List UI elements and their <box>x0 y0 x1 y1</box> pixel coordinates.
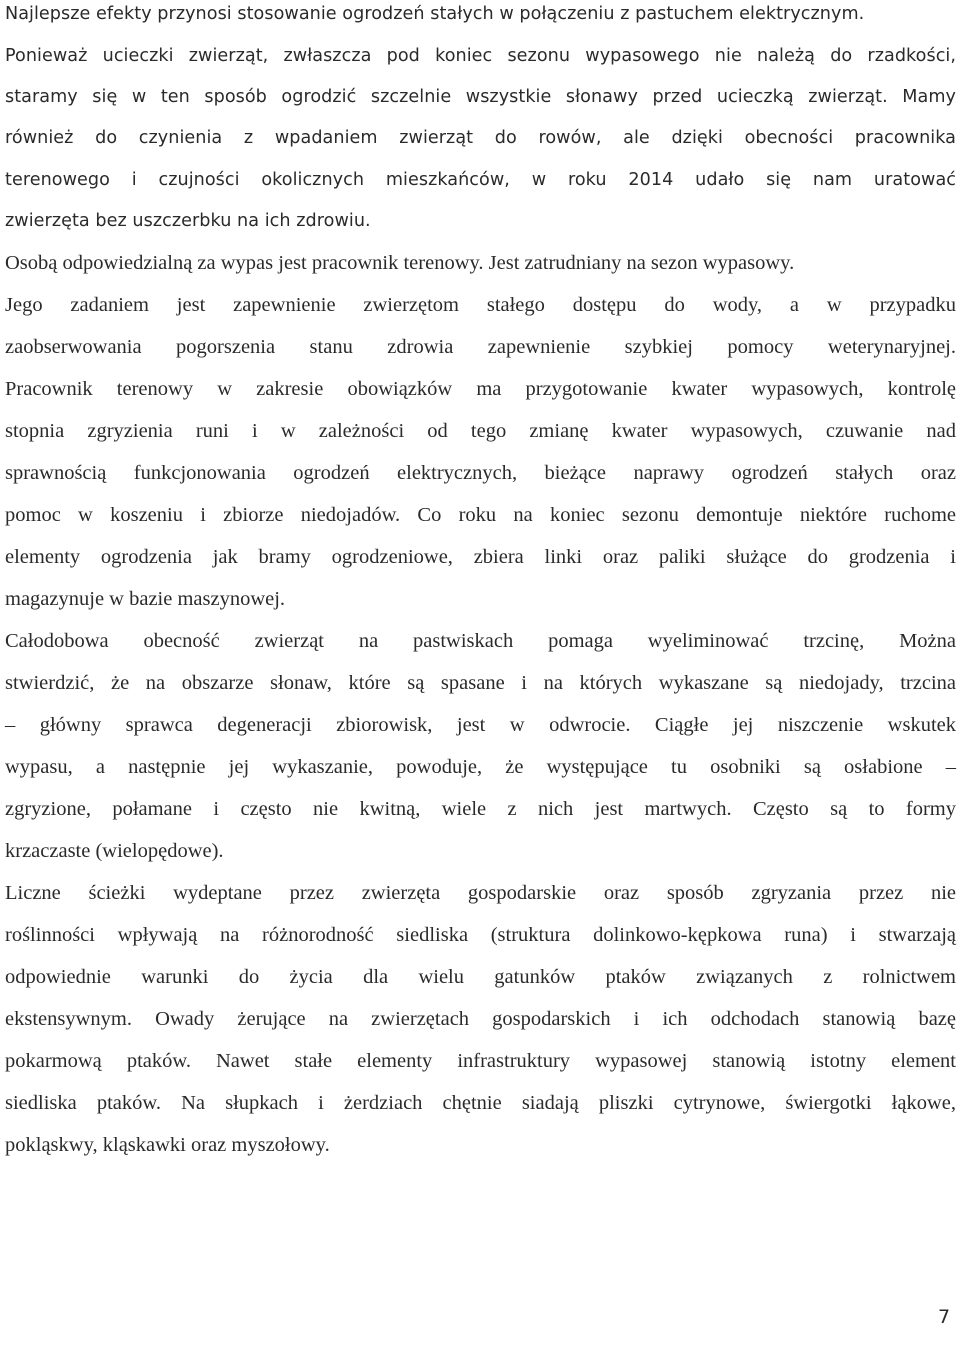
text-line: Ponieważ ucieczki zwierząt, zwłaszcza pod koniec sezonu wypasowego nie należą do rzadkości, <box>5 46 956 66</box>
text-line: Pracownik terenowy w zakresie obowiązków ma przygotowanie kwater wypasowych, kontrolę <box>5 378 956 400</box>
text-line: zaobserwowania pogorszenia stanu zdrowia zapewnienie szybkiej pomocy weterynaryjnej. <box>5 336 956 358</box>
text-line: również do czynienia z wpadaniem zwierząt do rowów, ale dzięki obecności pracownika <box>5 128 956 148</box>
text-line: staramy się w ten sposób ogrodzić szczelnie wszystkie słonawy przed ucieczką zwierząt. Mamy <box>5 87 956 107</box>
page-number: 7 <box>938 1306 951 1328</box>
text-line: Najlepsze efekty przynosi stosowanie ogrodzeń stałych w połączeniu z pastuchem elektrycznym. <box>5 4 865 24</box>
text-line: pomoc w koszeniu i zbiorze niedojadów. Co roku na koniec sezonu demontuje niektóre ruchome <box>5 504 956 526</box>
text-line: Osobą odpowiedzialną za wypas jest pracownik terenowy. Jest zatrudniany na sezon wypasowy. <box>5 252 795 274</box>
text-line: elementy ogrodzenia jak bramy ogrodzeniowe, zbiera linki oraz paliki służące do grodzenia i <box>5 546 956 568</box>
text-line: stopnia zgryzienia runi i w zależności od tego zmianę kwater wypasowych, czuwanie nad <box>5 420 956 442</box>
text-line: Jego zadaniem jest zapewnienie zwierzętom stałego dostępu do wody, a w przypadku <box>5 294 956 316</box>
text-line: stwierdzić, że na obszarze słonaw, które są spasane i na których wykaszane są niedojady, trzcina <box>5 672 956 694</box>
text-line: krzaczaste (wielopędowe). <box>5 840 224 862</box>
text-line: ekstensywnym. Owady żerujące na zwierzętach gospodarskich i ich odchodach stanowią bazę <box>5 1008 956 1030</box>
text-line: siedliska ptaków. Na słupkach i żerdziach chętnie siadają pliszki cytrynowe, świergotki łąkowe, <box>5 1092 956 1114</box>
text-line: terenowego i czujności okolicznych mieszkańców, w roku 2014 udało się nam uratować <box>5 170 956 190</box>
text-line: Liczne ścieżki wydeptane przez zwierzęta gospodarskie oraz sposób zgryzania przez nie <box>5 882 956 904</box>
text-line: zgryzione, połamane i często nie kwitną, wiele z nich jest martwych. Często są to formy <box>5 798 956 820</box>
text-line: – główny sprawca degeneracji zbiorowisk, jest w odwrocie. Ciągłe jej niszczenie wskutek <box>5 714 956 736</box>
text-line: pokarmową ptaków. Nawet stałe elementy infrastruktury wypasowej stanowią istotny element <box>5 1050 956 1072</box>
text-line: sprawnością funkcjonowania ogrodzeń elektrycznych, bieżące naprawy ogrodzeń stałych oraz <box>5 462 956 484</box>
text-line: pokląskwy, kląskawki oraz myszołowy. <box>5 1134 330 1156</box>
text-line: Całodobowa obecność zwierząt na pastwiskach pomaga wyeliminować trzcinę, Można <box>5 630 956 652</box>
text-line: wypasu, a następnie jej wykaszanie, powoduje, że występujące tu osobniki są osłabione – <box>5 756 956 778</box>
text-line: zwierzęta bez uszczerbku na ich zdrowiu. <box>5 211 371 231</box>
text-line: roślinności wpływają na różnorodność siedliska (struktura dolinkowo-kępkowa runa) i stwarzają <box>5 924 956 946</box>
text-line: odpowiednie warunki do życia dla wielu gatunków ptaków związanych z rolnictwem <box>5 966 956 988</box>
text-line: magazynuje w bazie maszynowej. <box>5 588 286 610</box>
